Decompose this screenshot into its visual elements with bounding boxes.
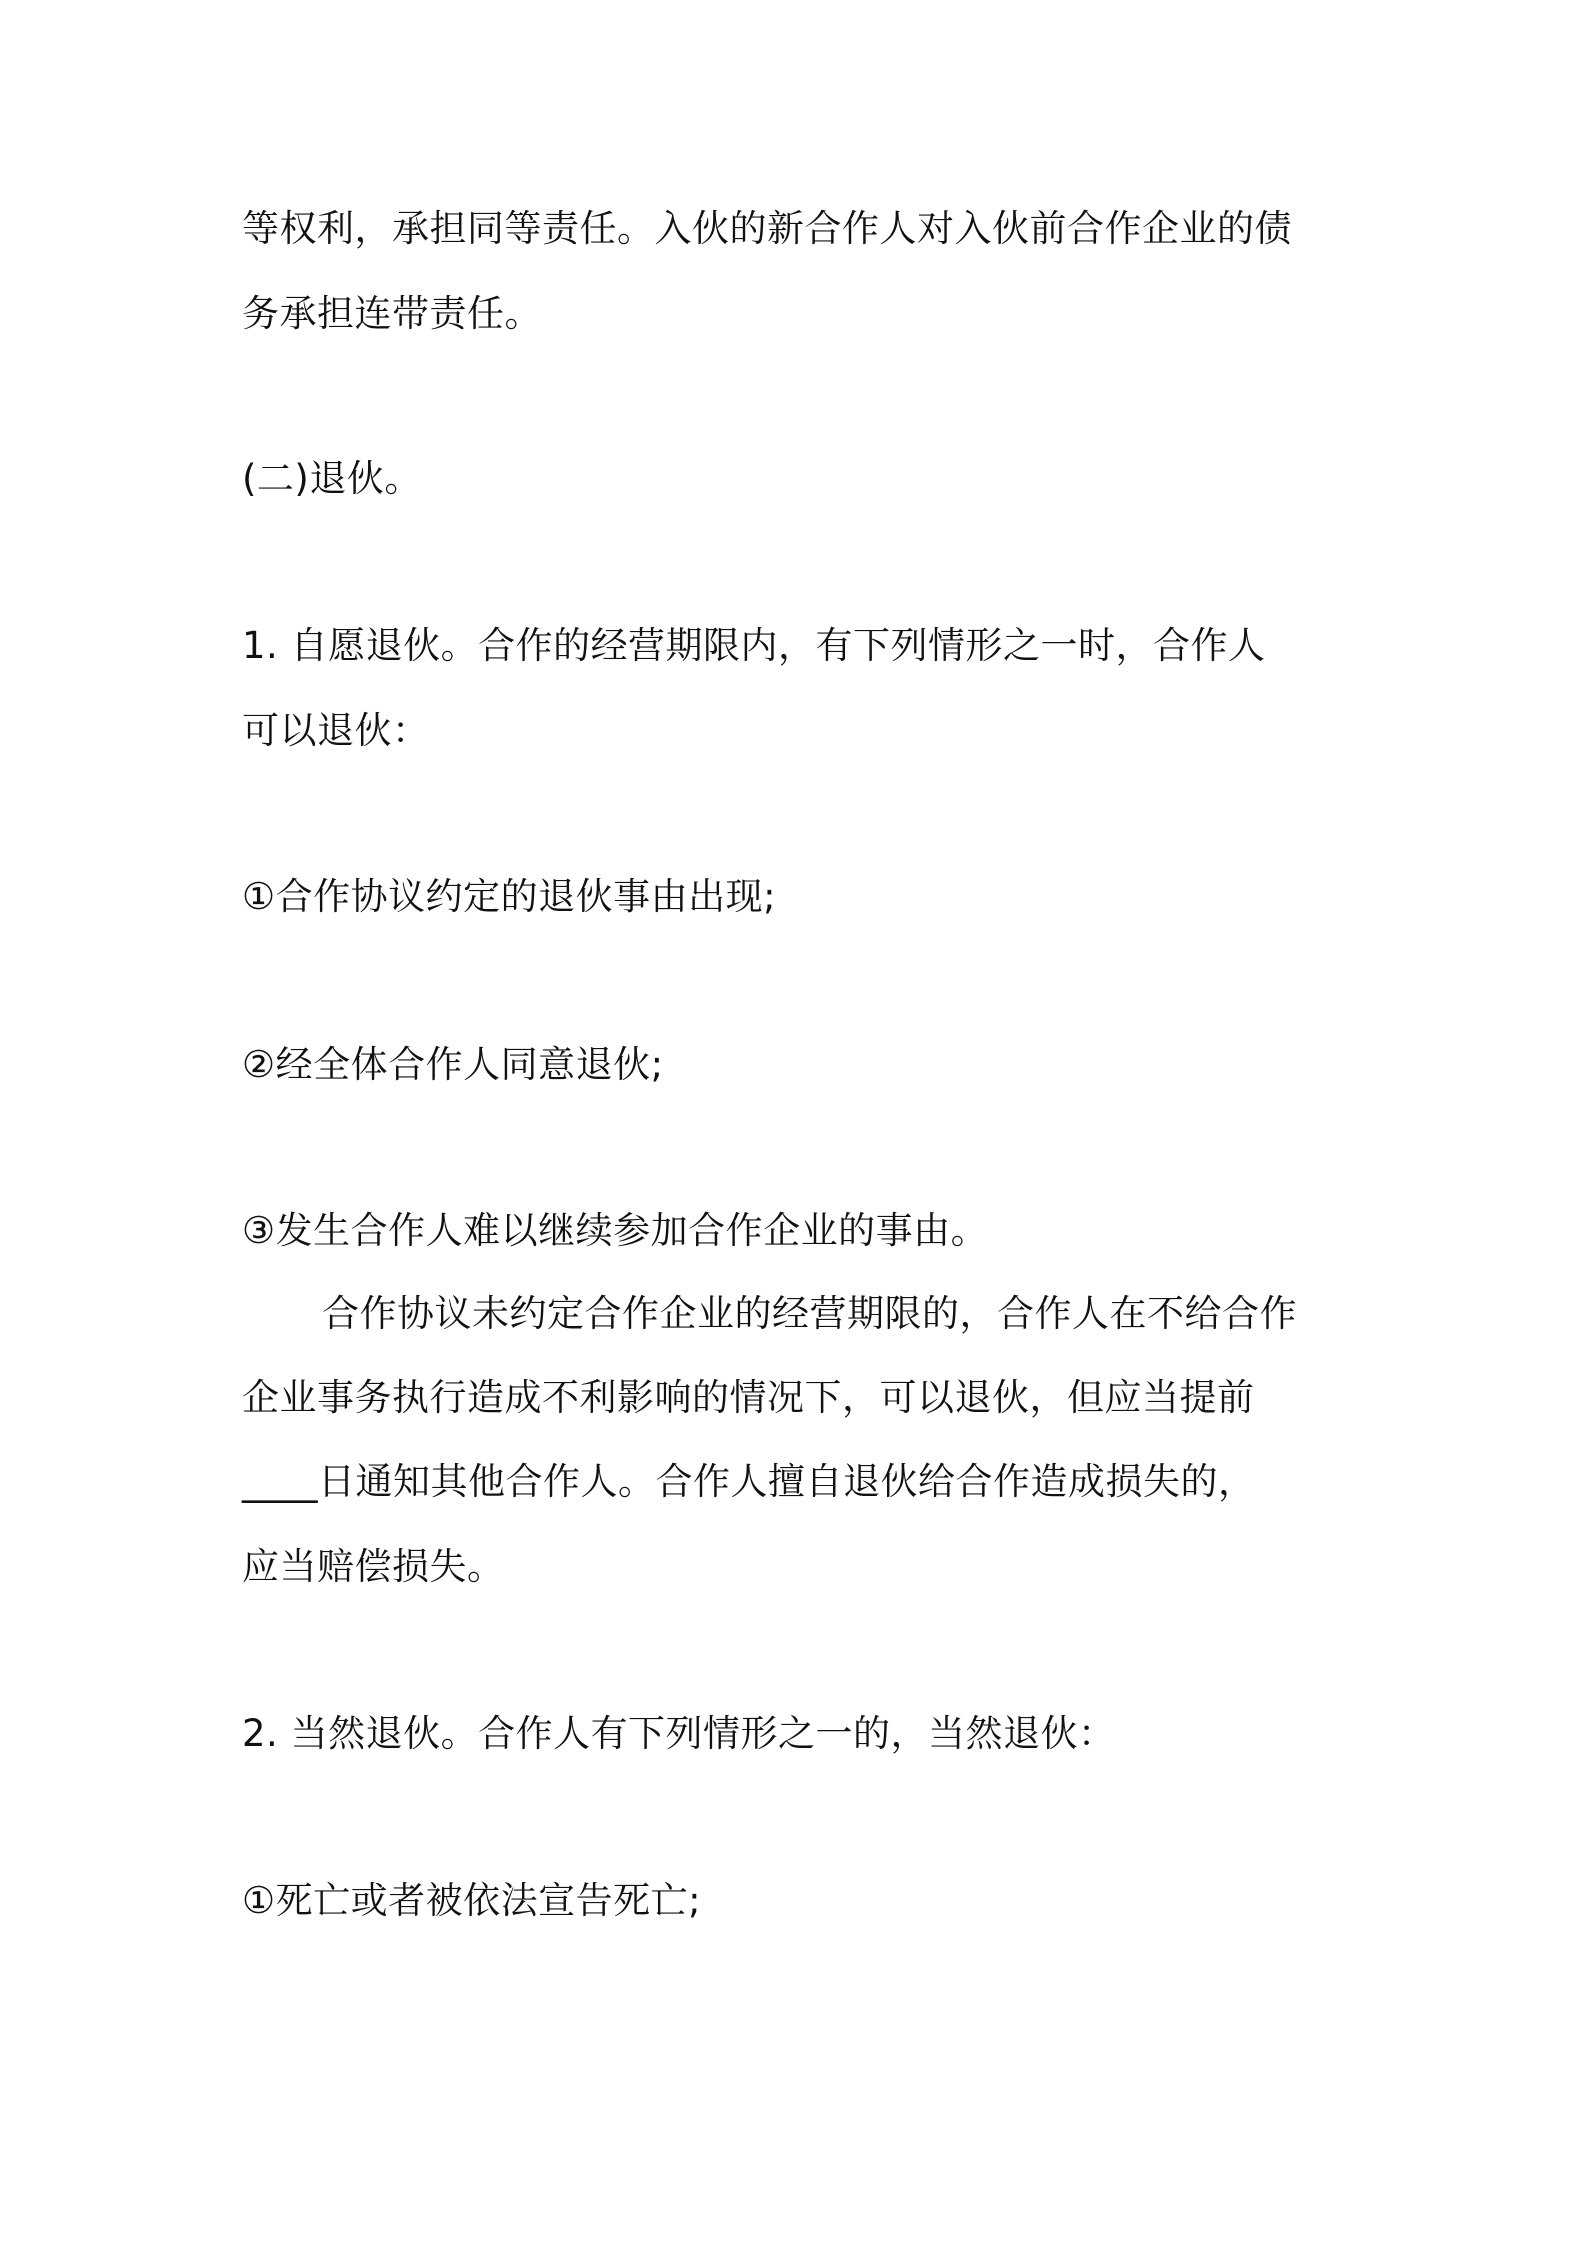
paragraph-line: 应当赔偿损失。 <box>242 1545 505 1588</box>
paragraph-line: 1. 自愿退伙。合作的经营期限内，有下列情形之一时，合作人 <box>242 624 1266 667</box>
paragraph-line: ____日通知其他合作人。合作人擅自退伙给合作造成损失的， <box>242 1460 1256 1503</box>
paragraph-line: 2. 当然退伙。合作人有下列情形之一的，当然退伙： <box>242 1712 1116 1755</box>
list-item: ①合作协议约定的退伙事由出现; <box>242 875 777 918</box>
list-item: ①死亡或者被依法宣告死亡; <box>242 1879 702 1922</box>
list-item: ③发生合作人难以继续参加合作企业的事由。 <box>242 1209 989 1252</box>
section-heading: (二)退伙。 <box>242 457 422 500</box>
paragraph-line: 务承担连带责任。 <box>242 292 542 335</box>
paragraph-line: 合作协议未约定合作企业的经营期限的，合作人在不给合作 <box>322 1292 1297 1335</box>
paragraph-line: 企业事务执行造成不利影响的情况下，可以退伙，但应当提前 <box>242 1376 1255 1419</box>
paragraph-line: 等权利，承担同等责任。入伙的新合作人对入伙前合作企业的债 <box>242 207 1292 250</box>
paragraph-line: 可以退伙： <box>242 709 430 752</box>
list-item: ②经全体合作人同意退伙; <box>242 1043 664 1086</box>
